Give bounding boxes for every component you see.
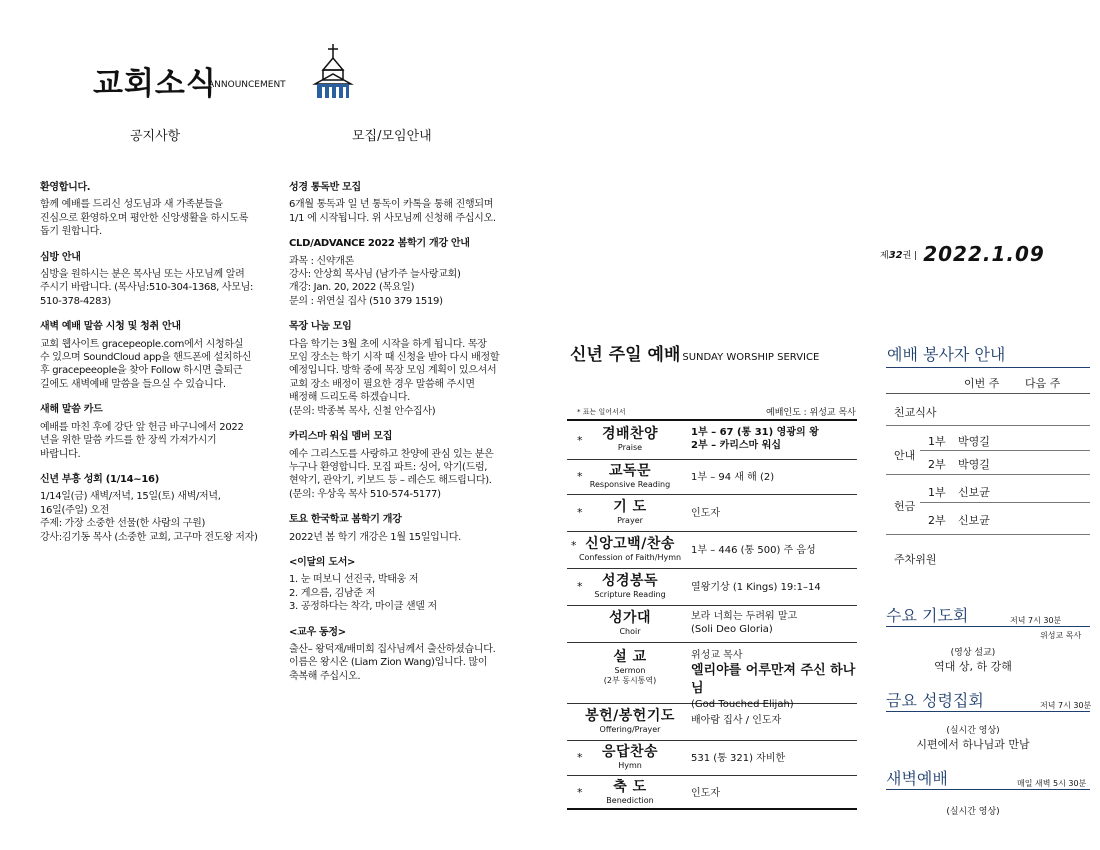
servants-title: 예배 봉사자 안내 bbox=[887, 345, 1006, 364]
parking-label: 주차위원 bbox=[894, 553, 937, 566]
content-line: 열왕기상 (1 Kings) 19:1–14 bbox=[691, 582, 821, 593]
recruit-title: 카리스마 워십 멤버 모집 bbox=[289, 431, 393, 443]
part-label: 2부 bbox=[928, 458, 946, 471]
worship-row bbox=[567, 741, 857, 776]
notice-title: 신년 부흥 성회 (1/14~16) bbox=[40, 473, 159, 485]
notice-item bbox=[40, 403, 276, 461]
recruit-title: 토요 한국학교 봄학기 개강 bbox=[289, 514, 402, 526]
worship-item-name bbox=[575, 649, 685, 686]
worship-row bbox=[567, 606, 857, 643]
worship-row bbox=[567, 460, 857, 495]
notice-body: 1/14일(금) 새벽/저녁, 15일(토) 새벽/저녁, 16일(주일) 오전 주제: 가장 소중한 선물(한 사람의 구원) 강사:김기동 목사 (소중한 교회, 고구마 전도왕 저자) bbox=[40, 491, 258, 543]
standing-mark: * bbox=[577, 470, 583, 483]
page-subtitle: ANNOUNCEMENT bbox=[208, 80, 286, 90]
standing-mark: * bbox=[577, 751, 583, 764]
volume-suffix: 권 | bbox=[902, 250, 918, 261]
dawn-service-title: 새벽예배 bbox=[886, 769, 948, 788]
recruit-title: <교우 동정> bbox=[289, 626, 346, 638]
worship-top-rule bbox=[567, 419, 857, 421]
notice-title: 새벽 예배 말씀 시청 및 청취 안내 bbox=[40, 321, 181, 333]
worship-item-content bbox=[691, 714, 781, 727]
item-name-english: Praise bbox=[617, 443, 643, 452]
usher-name: 박영길 bbox=[958, 435, 990, 448]
recruit-body: 2022년 봄 학기 개강은 1월 15일입니다. bbox=[289, 531, 462, 543]
recruit-heading: 모집/모임안내 bbox=[352, 129, 432, 144]
item-name-korean: 교독문 bbox=[608, 463, 652, 479]
meeting-speaker: 위성교 목사 bbox=[1040, 631, 1082, 640]
notices-column bbox=[40, 181, 276, 556]
recruit-item bbox=[289, 513, 517, 544]
worship-item-name bbox=[575, 744, 685, 771]
notice-body: 함께 예배를 드리신 성도님과 새 가족분들을 진심으로 환영하오며 평안한 신앙생활을 하시도록 돕기 원합니다. bbox=[40, 199, 249, 238]
divider bbox=[886, 534, 1090, 535]
content-line: 1부 – 67 (통 31) 영광의 왕 bbox=[691, 427, 819, 438]
worship-item-name bbox=[575, 708, 685, 735]
standing-mark: * bbox=[577, 506, 583, 519]
volume-number: 32 bbox=[888, 249, 903, 261]
divider bbox=[886, 367, 1090, 368]
meeting-topic: 시편에서 하나님과 만남 bbox=[916, 738, 1030, 751]
item-name-english: Prayer bbox=[617, 516, 643, 525]
item-name-korean: 봉헌/봉헌기도 bbox=[585, 708, 675, 724]
recruit-title: <이달의 도서> bbox=[289, 556, 356, 568]
worship-item-content bbox=[691, 471, 774, 484]
worship-item-name bbox=[575, 426, 685, 453]
worship-title-korean: 신년 주일 예배 bbox=[570, 345, 681, 365]
issue-date: 2022.1.09 bbox=[923, 242, 1045, 266]
recruit-body: 6개월 통독과 일 년 통독이 카톡을 통해 진행되며 1/1 에 시작됩니다. 위 사모님께 신청해 주십시오. bbox=[289, 199, 496, 224]
item-name-english: Scripture Reading bbox=[594, 590, 666, 599]
item-name-english: Confession of Faith/Hymn bbox=[578, 553, 682, 562]
item-name-english: Responsive Reading bbox=[589, 480, 671, 489]
recruit-item bbox=[289, 556, 517, 614]
content-line: 배아람 집사 / 인도자 bbox=[691, 715, 782, 726]
part-label: 1부 bbox=[928, 486, 946, 499]
notice-title: 환영합니다. bbox=[40, 182, 91, 193]
offering-label: 헌금 bbox=[894, 500, 916, 513]
part-label: 2부 bbox=[928, 514, 946, 527]
meeting-time: 저녁 7시 30분 bbox=[1040, 701, 1092, 710]
content-line: 2부 – 카리스마 워십 bbox=[691, 440, 782, 451]
worship-item-content bbox=[691, 581, 821, 594]
worship-row bbox=[567, 643, 857, 710]
recruit-body: 다음 학기는 3월 초에 시작을 하게 됩니다. 목장 모임 장소는 학기 시작 때 신청을 받아 다시 배정할 예정입니다. 방학 중에 목장 모임 계획이 있으셔서 교회 장소 배정이 필요한 경우 말씀해 주시면 배정해 드리도록 하겠습니다. (문의: 박종복 목사, 신철 안수집사) bbox=[289, 338, 500, 417]
meeting-format: (실시간 영상) bbox=[946, 807, 1000, 817]
worship-title bbox=[570, 340, 819, 365]
recruit-item bbox=[289, 181, 517, 225]
worship-title-english: SUNDAY WORSHIP SERVICE bbox=[682, 352, 820, 363]
meeting-topic: 역대 상, 하 강해 bbox=[934, 660, 1012, 673]
offering-name: 신보균 bbox=[958, 486, 990, 499]
usher-label: 안내 bbox=[894, 449, 916, 462]
issue-volume bbox=[880, 251, 917, 261]
recruit-body: 예수 그리스도를 사랑하고 찬양에 관심 있는 분은 누구나 환영합니다. 모집 파트: 싱어, 악기(드럼, 현악기, 관악기, 키보드 등 – 레슨도 해드립니다). (문의: 우상욱 목사 510-574-5177) bbox=[289, 448, 494, 500]
usher-name: 박영길 bbox=[958, 458, 990, 471]
notice-item bbox=[40, 181, 276, 239]
worship-row bbox=[567, 423, 857, 460]
worship-row bbox=[567, 532, 857, 569]
recruit-title: CLD/ADVANCE 2022 봄학기 개강 안내 bbox=[289, 238, 470, 250]
recruit-title: 성경 통독반 모집 bbox=[289, 182, 361, 193]
recruit-item bbox=[289, 430, 517, 501]
worship-item-name bbox=[575, 610, 685, 637]
divider bbox=[886, 711, 1090, 712]
worship-item-content bbox=[691, 752, 785, 765]
divider bbox=[886, 393, 1090, 394]
content-line: 1부 – 446 (통 500) 주 음성 bbox=[691, 545, 816, 556]
sermon-title-english: (God Touched Elijah) bbox=[691, 699, 794, 710]
sermon-title: 엘리야를 어루만져 주신 하나님 bbox=[691, 663, 856, 696]
divider bbox=[886, 474, 1090, 475]
recruit-body: 1. 눈 떠보니 선진국, 박태웅 저 2. 게으름, 김남준 저 3. 공정하다는 착각, 마이클 샌델 저 bbox=[289, 574, 437, 613]
recruit-item bbox=[289, 237, 517, 308]
worship-item-content bbox=[691, 787, 720, 800]
content-line: 보라 너희는 두려워 말고 bbox=[691, 611, 798, 622]
notice-body: 심방을 원하시는 분은 목사님 또는 사모님께 알려 주시기 바랍니다. (목사님:510-304-1368, 사모님: 510-378-4283) bbox=[40, 269, 254, 307]
worship-row bbox=[567, 704, 857, 741]
church-icon bbox=[310, 42, 356, 100]
worship-item-content bbox=[691, 610, 797, 636]
divider bbox=[920, 502, 1090, 503]
item-name-korean: 축 도 bbox=[613, 779, 647, 795]
worship-row bbox=[567, 776, 857, 810]
standing-mark: * bbox=[577, 434, 583, 447]
item-name-english: Hymn bbox=[618, 761, 642, 770]
item-name-english: Choir bbox=[619, 627, 641, 636]
worship-item-name bbox=[575, 573, 685, 600]
divider bbox=[886, 425, 1090, 426]
divider bbox=[920, 450, 1090, 451]
notice-body: 교회 웹사이트 gracepeople.com에서 시청하실 수 있으며 SoundCloud app을 핸드폰에 설치하신 후 gracepeeople을 찾아 Follow 하시면 출퇴근 길에도 새벽예배 말씀을 들으실 수 있습니다. bbox=[40, 338, 252, 390]
notice-title: 심방 안내 bbox=[40, 251, 81, 263]
volume-prefix: 제 bbox=[880, 250, 889, 261]
page-title: 교회소식 bbox=[93, 66, 217, 102]
worship-item-content bbox=[691, 507, 720, 520]
item-name-korean: 성경봉독 bbox=[601, 573, 659, 589]
divider bbox=[886, 626, 1090, 627]
issue-info bbox=[880, 242, 1045, 266]
notice-item bbox=[40, 251, 276, 309]
item-name-korean: 기 도 bbox=[613, 499, 647, 515]
worship-row bbox=[567, 495, 857, 532]
offering-name: 신보균 bbox=[958, 514, 990, 527]
standing-mark: * bbox=[571, 539, 577, 552]
item-name-korean: 신앙고백/찬송 bbox=[585, 536, 675, 552]
recruit-body: 출산– 왕덕재/배미희 집사님께서 출산하셨습니다. 이름은 왕시온 (Liam Zion Wang)입니다. 많이 축복해 주십시오. bbox=[289, 643, 496, 682]
worship-leader: 예배인도 : 위성교 목사 bbox=[766, 408, 856, 418]
part-label: 1부 bbox=[928, 435, 946, 448]
standing-note: * 표는 일어서서 bbox=[577, 408, 626, 416]
preacher: 위성교 목사 bbox=[691, 650, 743, 661]
notice-item bbox=[40, 473, 276, 544]
recruit-title: 목장 나눔 모임 bbox=[289, 321, 352, 333]
worship-item-content bbox=[691, 649, 857, 711]
item-name-english: Offering/Prayer bbox=[599, 725, 661, 734]
divider bbox=[886, 789, 1090, 790]
interpretation-note: (2부 동시통역) bbox=[603, 676, 657, 685]
notices-heading: 공지사항 bbox=[130, 129, 181, 144]
worship-item-name bbox=[575, 779, 685, 806]
recruit-item bbox=[289, 320, 517, 418]
recruit-column bbox=[289, 181, 517, 695]
worship-item-name bbox=[575, 499, 685, 526]
meeting-format: (영상 설교) bbox=[950, 648, 996, 658]
wednesday-prayer-title: 수요 기도회 bbox=[886, 606, 969, 625]
content-line: (Soli Deo Gloria) bbox=[691, 624, 773, 635]
item-name-english: Benediction bbox=[606, 796, 654, 805]
content-line: 531 (통 321) 자비한 bbox=[691, 753, 786, 764]
standing-mark: * bbox=[577, 786, 583, 799]
friday-meeting-title: 금요 성령집회 bbox=[886, 691, 984, 710]
worship-item-name bbox=[575, 536, 685, 563]
content-line: 인도자 bbox=[691, 788, 720, 799]
worship-item-name bbox=[575, 463, 685, 490]
worship-row bbox=[567, 569, 857, 606]
item-name-korean: 성가대 bbox=[608, 610, 652, 626]
notice-item bbox=[40, 320, 276, 391]
content-line: 1부 – 94 새 해 (2) bbox=[691, 472, 775, 483]
content-line: 인도자 bbox=[691, 508, 720, 519]
worship-item-content bbox=[691, 544, 816, 557]
item-name-korean: 경배찬양 bbox=[601, 426, 659, 442]
meeting-time: 저녁 7시 30분 bbox=[1010, 616, 1062, 625]
item-name-korean: 설 교 bbox=[613, 649, 647, 665]
meeting-format: (실시간 영상) bbox=[946, 726, 1000, 736]
item-name-english: Sermon bbox=[614, 666, 646, 675]
notice-title: 새해 말씀 카드 bbox=[40, 404, 103, 416]
item-name-korean: 응답찬송 bbox=[601, 744, 659, 760]
this-week-header: 이번 주 bbox=[964, 377, 1000, 390]
recruit-item bbox=[289, 626, 517, 684]
next-week-header: 다음 주 bbox=[1025, 377, 1061, 390]
recruit-body: 과목 : 신약개론 강사: 안상희 목사님 (남가주 늘사랑교회) 개강: Jan. 20, 2022 (목요일) 문의 : 위연실 집사 (510 379 1519) bbox=[289, 255, 461, 307]
notice-body: 예배를 마친 후에 강단 앞 헌금 바구니에서 2022 년을 위한 말씀 카드를 한 장씩 가져가시기 바랍니다. bbox=[40, 421, 244, 460]
fellowship-label: 친교식사 bbox=[894, 406, 937, 419]
meeting-time: 매일 새벽 5시 30분 bbox=[1017, 779, 1087, 788]
standing-mark: * bbox=[577, 580, 583, 593]
worship-item-content bbox=[691, 426, 819, 452]
